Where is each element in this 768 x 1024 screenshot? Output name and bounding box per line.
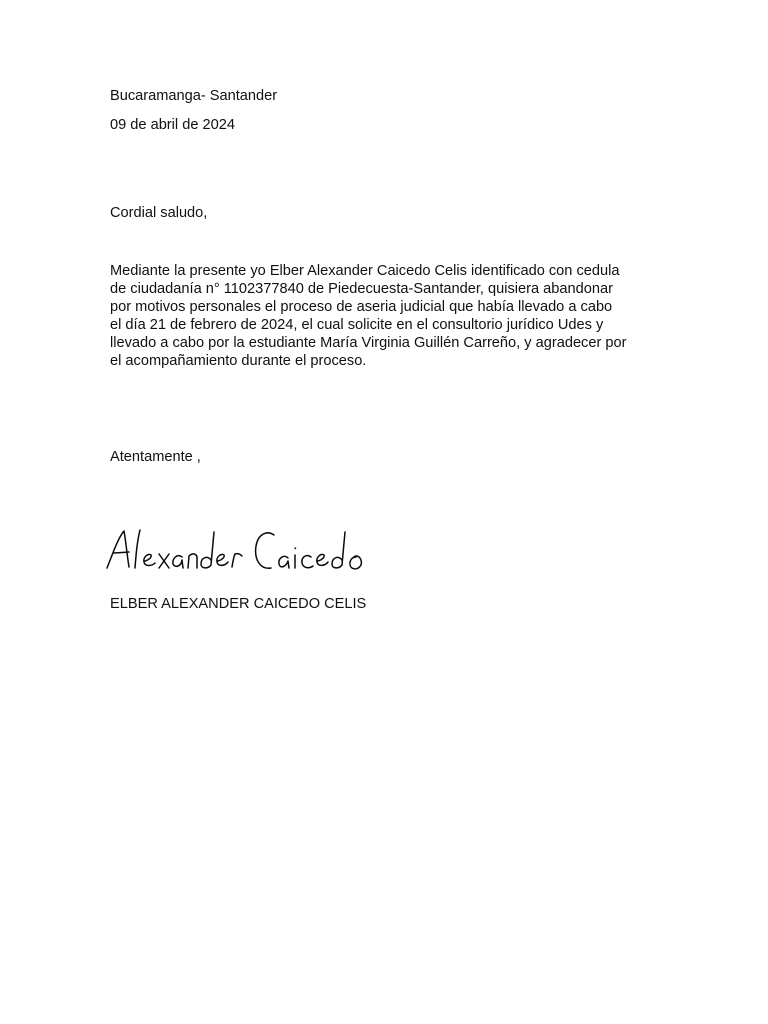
letter-closing: Atentamente , [110, 449, 201, 465]
handwritten-signature [104, 522, 394, 584]
letter-body-line: el acompañamiento durante el proceso. [110, 353, 367, 369]
letter-body-line: de ciudadanía n° 1102377840 de Piedecuesta-Santander, quisiera abandonar [110, 281, 613, 297]
letter-body-line: llevado a cabo por la estudiante María Virginia Guillén Carreño, y agradecer por [110, 335, 627, 351]
letter-body-line: el día 21 de febrero de 2024, el cual solicite en el consultorio jurídico Udes y [110, 317, 604, 333]
letter-greeting: Cordial saludo, [110, 205, 208, 221]
letter-place: Bucaramanga- Santander [110, 88, 278, 104]
letter-body [110, 262, 626, 370]
signer-name: ELBER ALEXANDER CAICEDO CELIS [110, 596, 367, 612]
letter-body-line: por motivos personales el proceso de aseria judicial que había llevado a cabo [110, 299, 613, 315]
letter-date: 09 de abril de 2024 [110, 117, 235, 133]
letter-body-line: Mediante la presente yo Elber Alexander Caicedo Celis identificado con cedula [110, 263, 620, 279]
